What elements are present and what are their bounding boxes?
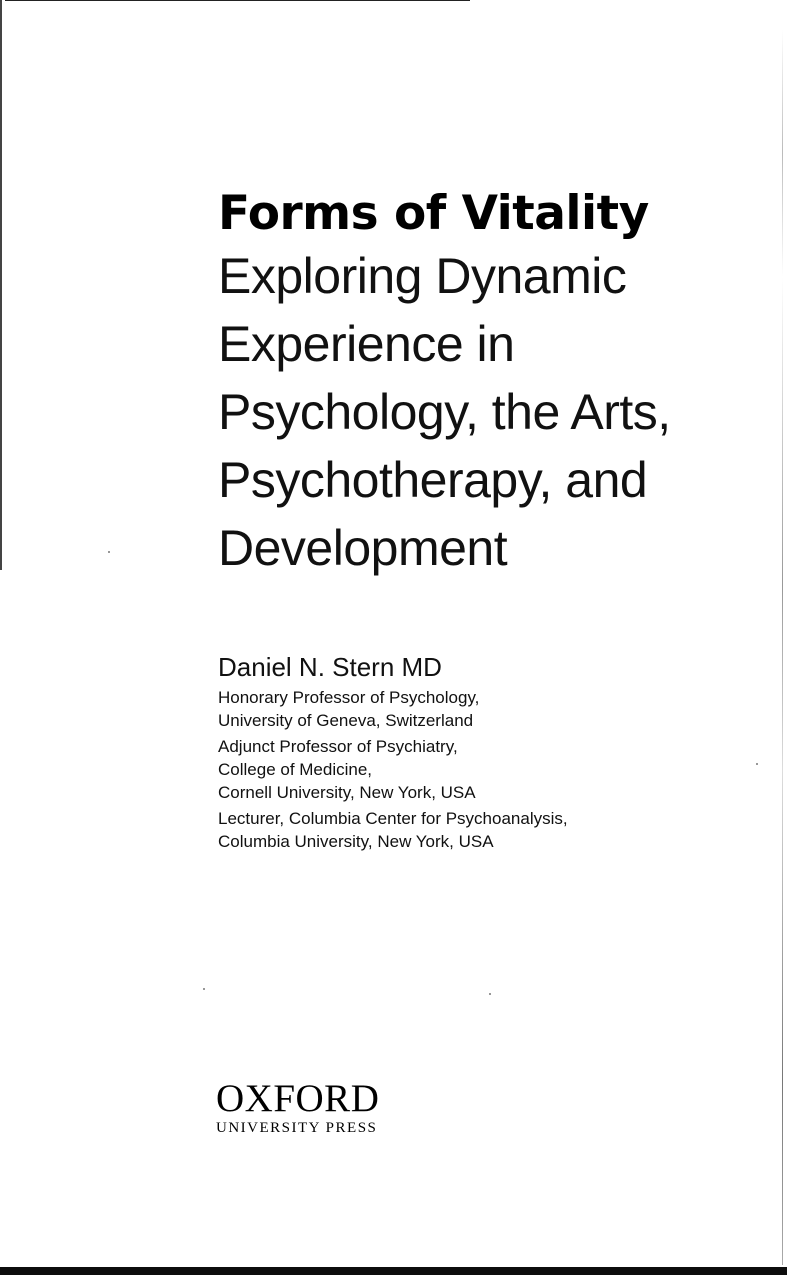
author-name: Daniel N. Stern MD: [218, 652, 442, 682]
affiliation-line: College of Medicine,: [218, 760, 373, 779]
subtitle-line: Development: [218, 520, 508, 577]
title-block: [218, 186, 758, 582]
scan-speck: [756, 763, 758, 765]
book-title: Forms of Vitality: [218, 186, 649, 241]
scan-speck: [203, 988, 205, 990]
book-subtitle: [218, 242, 758, 582]
affiliation-geneva: [218, 686, 738, 732]
subtitle-line: Psychology, the Arts,: [218, 384, 671, 441]
publisher-name: OXFORD: [216, 1077, 380, 1120]
scan-right-edge: [782, 30, 783, 1265]
scan-speck: [489, 993, 491, 995]
scan-left-edge: [0, 0, 2, 570]
affiliation-line: Lecturer, Columbia Center for Psychoanalysis,: [218, 809, 568, 828]
affiliation-line: Cornell University, New York, USA: [218, 783, 476, 802]
subtitle-line: Psychotherapy, and: [218, 452, 648, 509]
publisher-logo: [216, 1079, 379, 1137]
scan-speck: [108, 551, 110, 553]
affiliation-cornell: [218, 735, 738, 804]
scan-bottom-band: [0, 1267, 787, 1275]
affiliation-line: University of Geneva, Switzerland: [218, 711, 474, 730]
affiliation-line: Honorary Professor of Psychology,: [218, 688, 480, 707]
subtitle-line: Exploring Dynamic: [218, 248, 627, 305]
scan-top-rule: [5, 0, 470, 1]
affiliation-line: Columbia University, New York, USA: [218, 832, 494, 851]
publisher-subtitle: UNIVERSITY PRESS: [216, 1120, 378, 1136]
subtitle-line: Experience in: [218, 316, 515, 373]
affiliation-columbia: [218, 807, 738, 853]
affiliation-line: Adjunct Professor of Psychiatry,: [218, 737, 458, 756]
author-block: [218, 651, 738, 856]
